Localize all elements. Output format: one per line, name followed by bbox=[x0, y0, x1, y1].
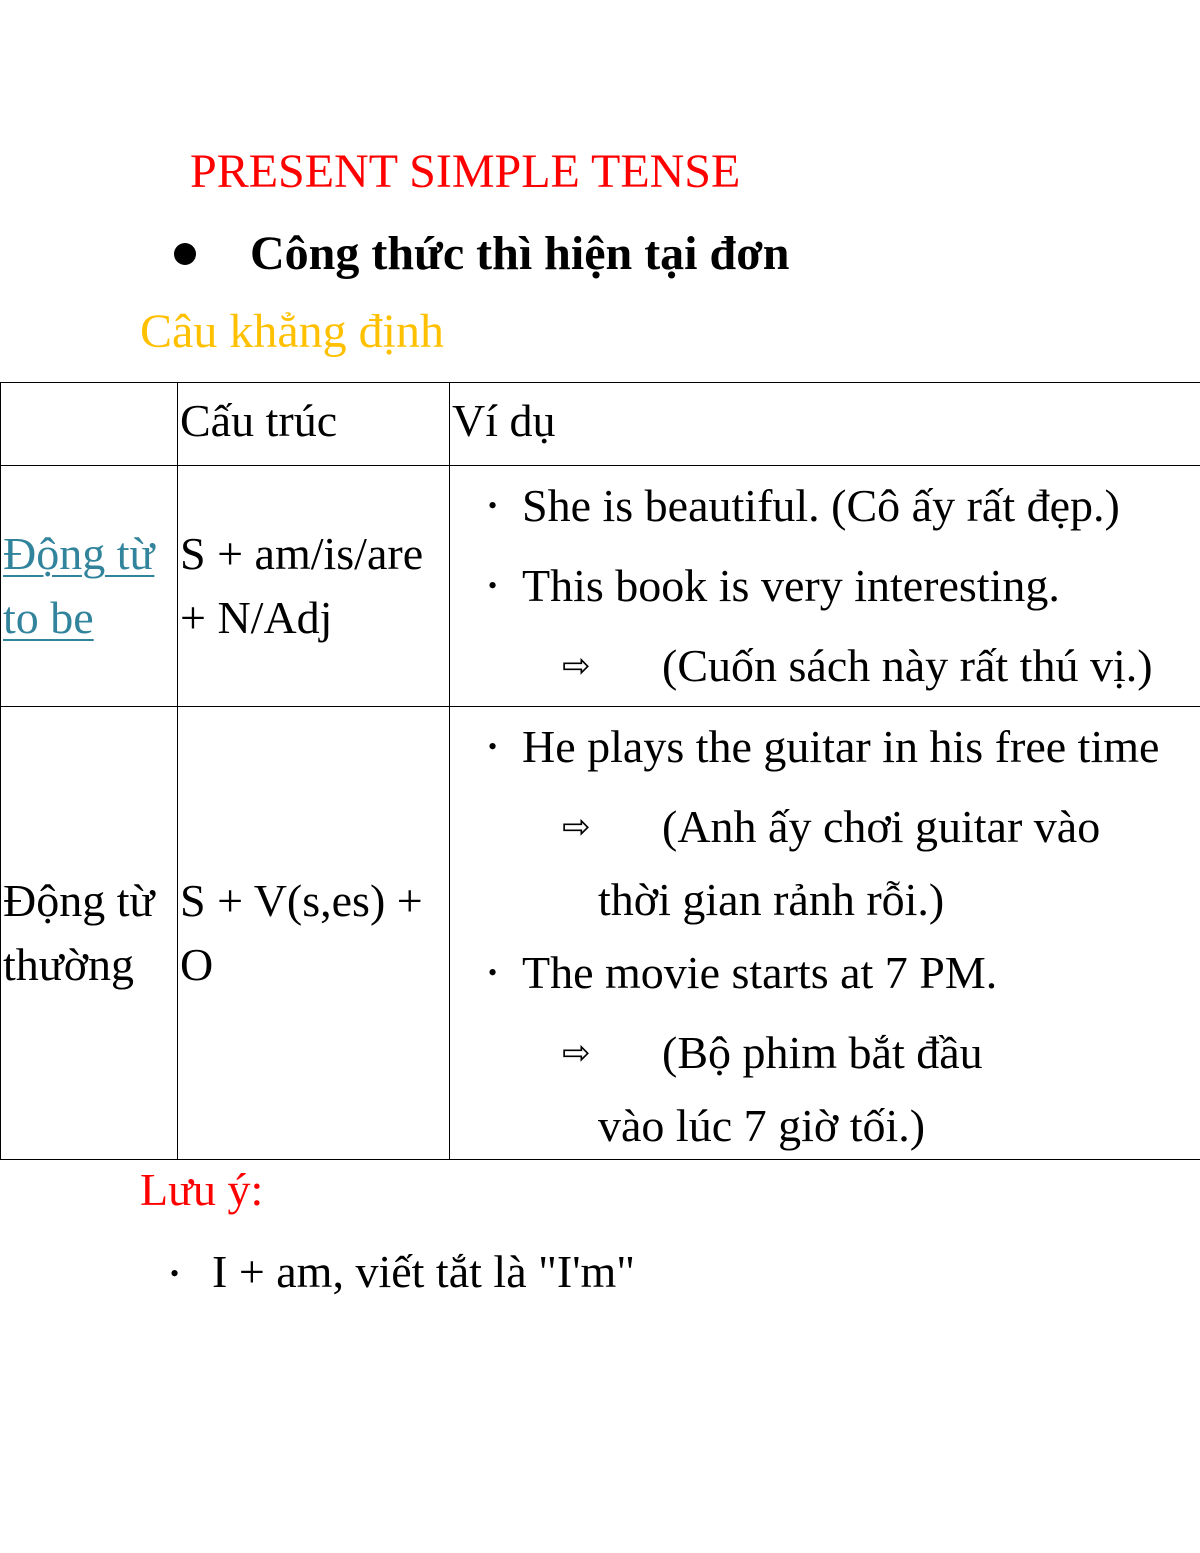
heading-bullet-icon bbox=[174, 243, 196, 265]
structure-line: S + am/is/are bbox=[180, 528, 424, 579]
table-row bbox=[1, 466, 1200, 707]
document-title: PRESENT SIMPLE TENSE bbox=[190, 145, 741, 198]
list-item bbox=[450, 546, 1200, 626]
translation-text: thời gian rảnh rỗi.) bbox=[598, 874, 945, 925]
translation-item bbox=[450, 626, 1200, 706]
translation-text: (Anh ấy chơi guitar vào bbox=[662, 801, 1101, 852]
verb-type-cell bbox=[1, 707, 178, 1160]
header-cell-example bbox=[450, 383, 1200, 466]
bullet-dot-icon: • bbox=[488, 958, 498, 987]
structure-cell bbox=[178, 707, 450, 1160]
header-cell-structure bbox=[178, 383, 450, 466]
list-item bbox=[450, 466, 1200, 546]
bullet-dot-icon: • bbox=[488, 571, 498, 600]
translation-item bbox=[450, 787, 1200, 867]
heading-row bbox=[172, 222, 790, 286]
note-title: Lưu ý: bbox=[140, 1164, 264, 1215]
example-sentence: This book is very interesting. bbox=[522, 560, 1060, 611]
example-cell bbox=[450, 707, 1200, 1160]
translation-text: (Cuốn sách này rất thú vị.) bbox=[662, 640, 1153, 691]
section-heading: Công thức thì hiện tại đơn bbox=[250, 227, 790, 280]
table-row bbox=[1, 707, 1200, 1160]
structure-line: S + V(s,es) + bbox=[180, 875, 423, 926]
translation-text: (Bộ phim bắt đầu bbox=[662, 1027, 983, 1078]
bullet-dot-icon: • bbox=[488, 732, 498, 761]
structure-line: + N/Adj bbox=[180, 592, 333, 643]
right-arrow-icon: ⇨ bbox=[562, 807, 591, 847]
list-item bbox=[450, 933, 1200, 1013]
right-arrow-icon: ⇨ bbox=[562, 646, 591, 686]
translation-continuation bbox=[450, 1093, 1200, 1159]
table-header-row bbox=[1, 383, 1200, 466]
structure-line: O bbox=[180, 939, 214, 990]
header-cell-empty bbox=[1, 383, 178, 466]
translation-text: vào lúc 7 giờ tối.) bbox=[598, 1100, 926, 1151]
note-text: I + am, viết tắt là "I'm" bbox=[212, 1246, 636, 1297]
bullet-dot-icon: • bbox=[488, 491, 498, 520]
example-sentence: The movie starts at 7 PM. bbox=[522, 947, 998, 998]
translation-item bbox=[450, 1013, 1200, 1093]
header-example-label: Ví dụ bbox=[452, 395, 556, 446]
example-sentence: She is beautiful. (Cô ấy rất đẹp.) bbox=[522, 480, 1120, 531]
example-cell bbox=[450, 466, 1200, 707]
verb-type-cell bbox=[1, 466, 178, 707]
structure-cell bbox=[178, 466, 450, 707]
verb-type-label: Động từ bbox=[3, 875, 155, 926]
translation-continuation bbox=[450, 867, 1200, 933]
header-structure-label: Cấu trúc bbox=[180, 395, 338, 446]
verb-to-be-link[interactable]: Động từ to be bbox=[3, 528, 155, 643]
subheading-affirmative: Câu khẳng định bbox=[140, 305, 444, 358]
bullet-dot-icon: • bbox=[170, 1259, 180, 1288]
grammar-table bbox=[0, 382, 1200, 1160]
right-arrow-icon: ⇨ bbox=[562, 1033, 591, 1073]
example-sentence: He plays the guitar in his free time bbox=[522, 721, 1160, 772]
verb-type-label: thường bbox=[3, 939, 135, 990]
list-item bbox=[450, 707, 1200, 787]
